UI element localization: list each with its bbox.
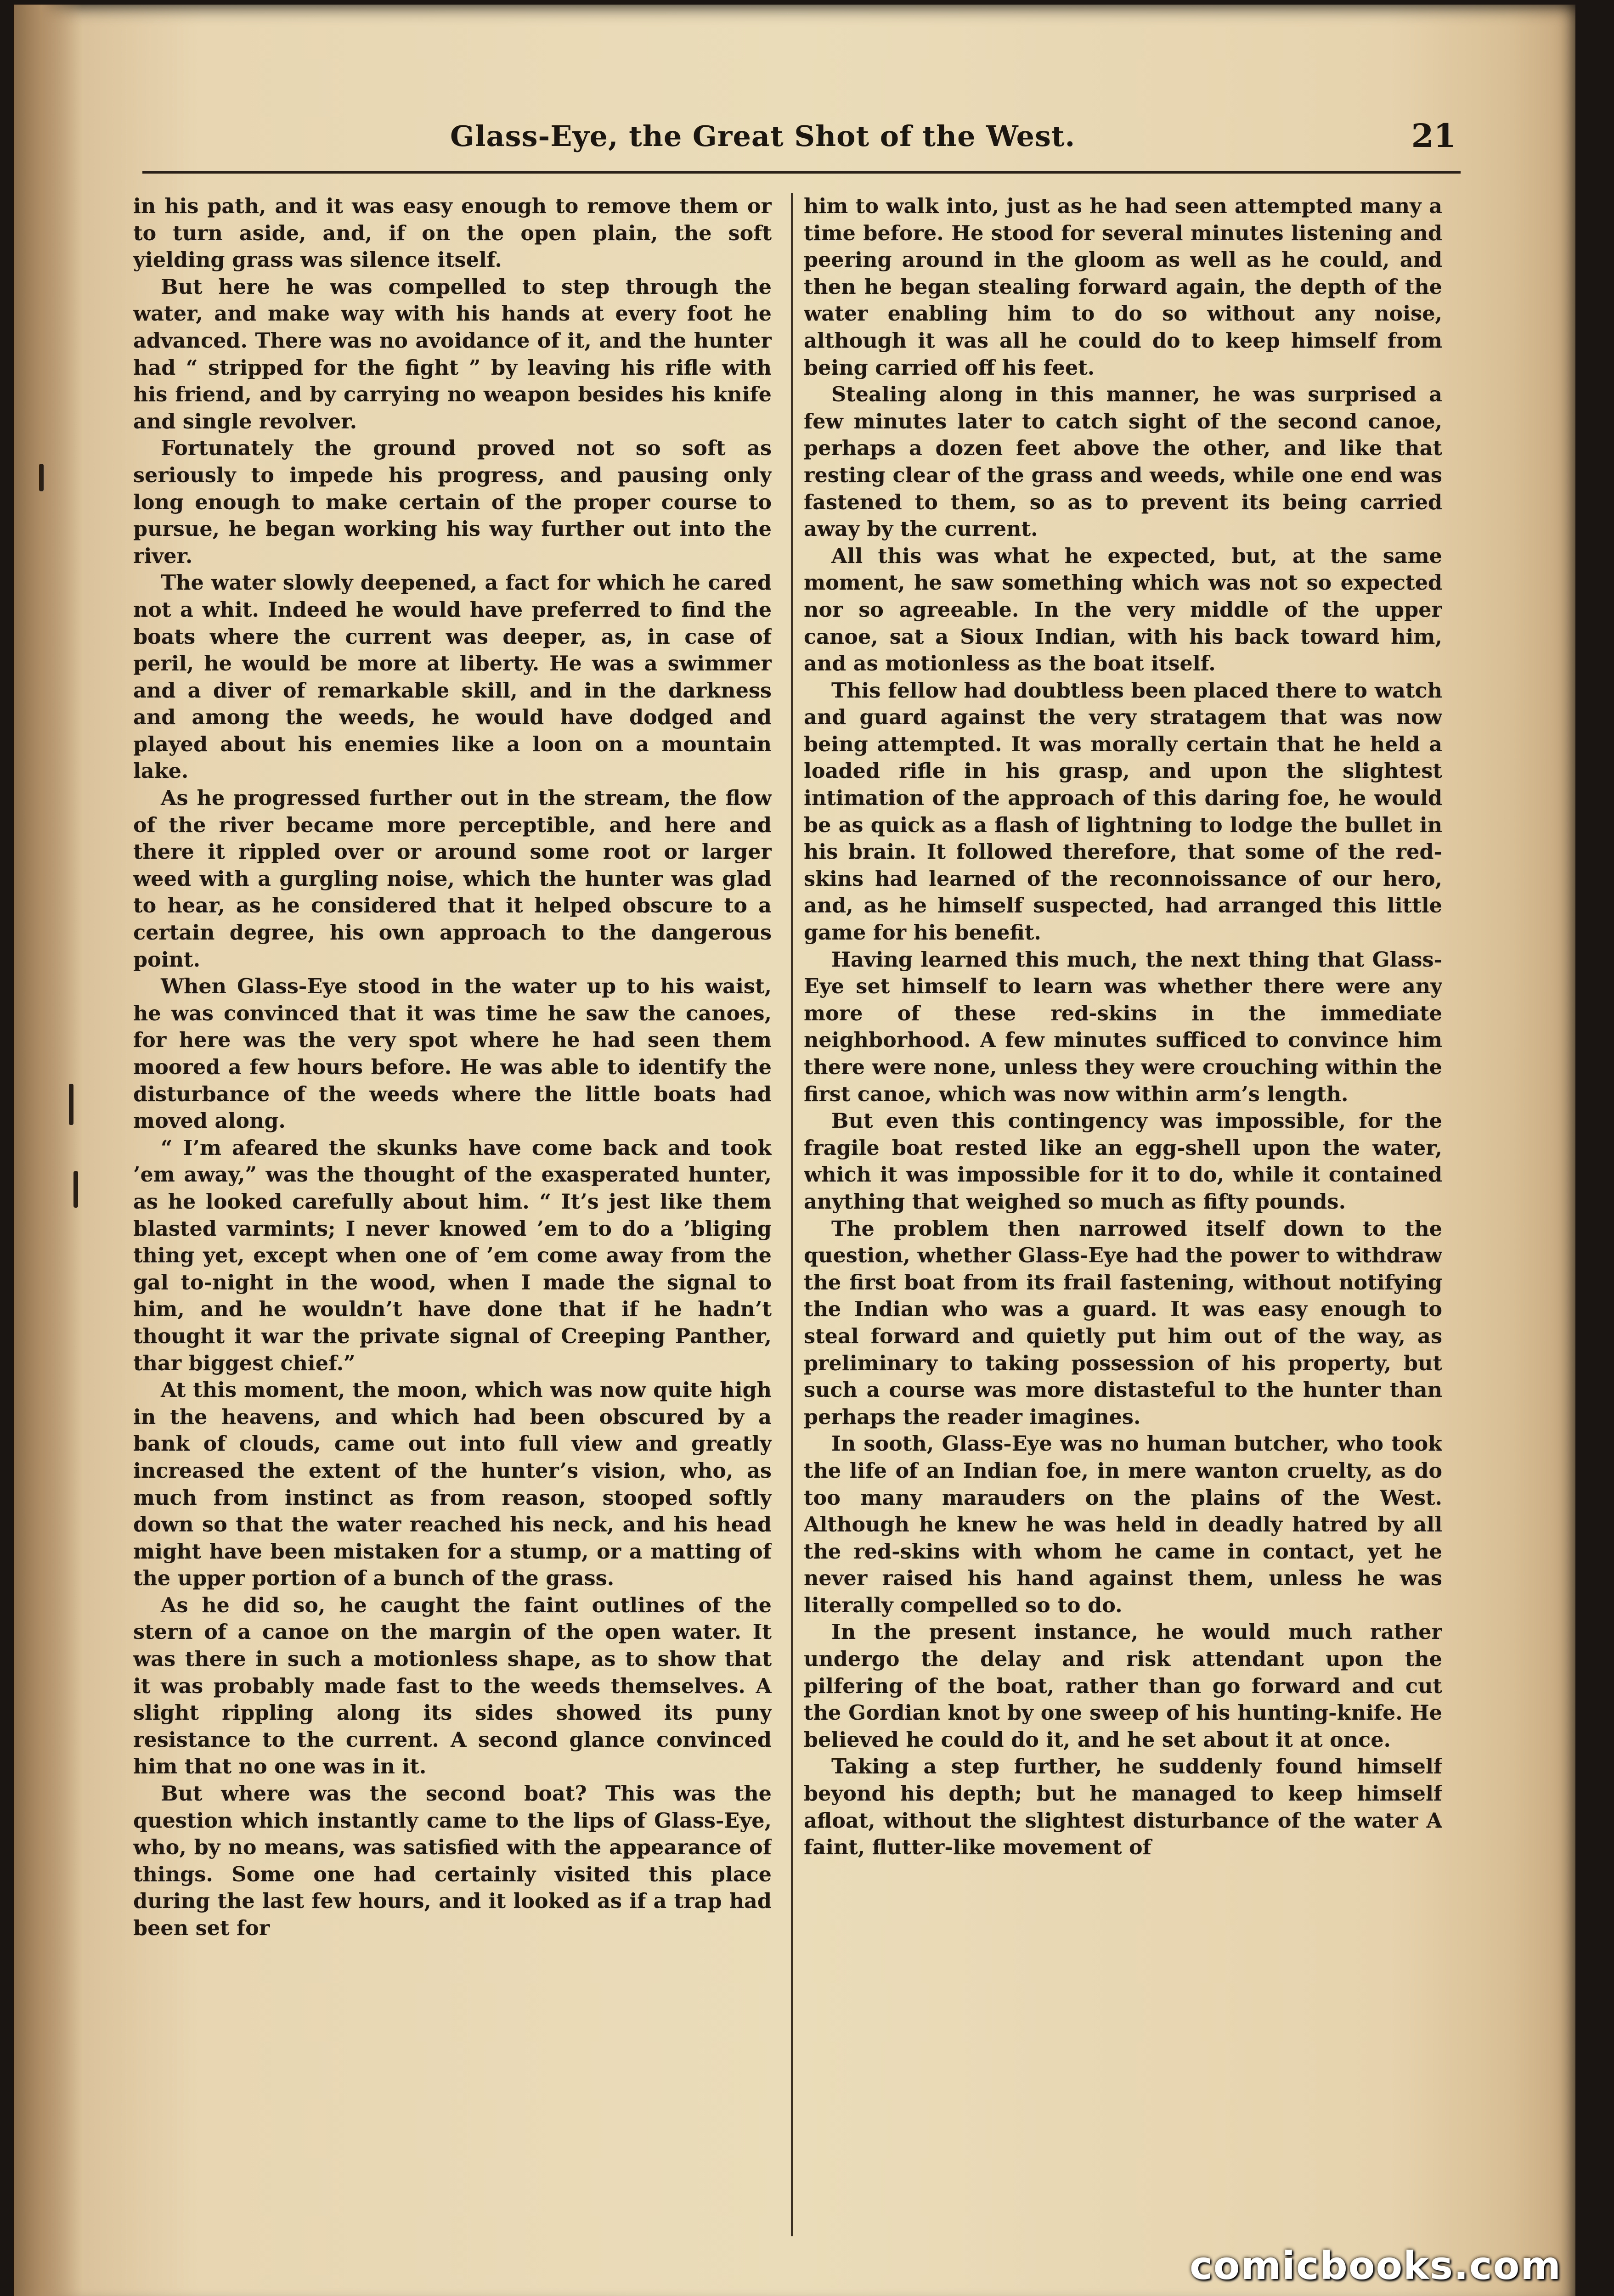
page-spine-shadow	[14, 5, 83, 2296]
paragraph: But here he was compelled to step through the water, and make way with his hands at every foot he advanced. There was no avoidance of it, and the hunter had “ stripped for the fight ” by leaving his rifle with his friend, and by carrying no weapon besides his knife and single revolver.	[133, 275, 772, 433]
header-rule	[142, 171, 1461, 174]
paragraph: “ I’m afeared the skunks have come back and took ’em away,” was the thought of the exasperated hunter, as he looked carefully about him. “ It’s jest like them blasted varmints; I never knowed ’em to do a ’bliging thing yet, except when one of ’em come away from the gal to-night in the wood, when I made the signal to him, and he wouldn’t have done that if he hadn’t thought it war the private signal of Creeping Panther, thar biggest chief.”	[133, 1136, 772, 1375]
watermark-text: comicbooks.com	[1190, 2243, 1562, 2288]
paragraph: The problem then narrowed itself down to the question, whether Glass-Eye had the power to withdraw the first boat from its frail fastening, without notifying the Indian who was a guard. It was easy enough to steal forward and quietly put him out of the way, as preliminary to taking possession of his property, but such a course was more distasteful to the hunter than perhaps the reader imagines.	[804, 1216, 1442, 1429]
magazine-page	[14, 5, 1575, 2296]
page-number: 21	[1411, 117, 1456, 155]
running-title: Glass-Eye, the Great Shot of the West.	[450, 119, 1076, 153]
paragraph: Having learned this much, the next thing that Glass-Eye set himself to learn was whether there were any more of these red-skins in the immediate neighborhood. A few minutes sufficed to convince him there were none, unless they were crouching within the first canoe, which was now within arm’s length.	[804, 947, 1442, 1106]
paragraph: As he did so, he caught the faint outlines of the stern of a canoe on the margin of the open water. It was there in such a motionless shape, as to show that it was probably made fast to the weeds themselves. A slight rippling along its sides showed its puny resistance to the current. A second glance convinced him that no one was in it.	[133, 1593, 772, 1779]
paragraph: in his path, and it was easy enough to remove them or to turn aside, and, if on the open plain, the soft yielding grass was silence itself.	[133, 194, 772, 272]
paragraph: In the present instance, he would much rather undergo the delay and risk attendant upon the pilfering of the boat, rather than go forward and cut the Gordian knot by one sweep of his hunting-knife. He believed he could do it, and he set about it at once.	[804, 1620, 1442, 1752]
paragraph: All this was what he expected, but, at the same moment, he saw something which was not so expected nor so agreeable. In the very middle of the upper canoe, sat a Sioux Indian, with his back toward him, and as motionless as the boat itself.	[804, 544, 1442, 676]
margin-ink-mark	[73, 1171, 78, 1208]
paragraph: The water slowly deepened, a fact for which he cared not a whit. Indeed he would have preferred to find the boats where the current was deeper, as, in case of peril, he would be more at liberty. He was a swimmer and a diver of remarkable skill, and in the darkness and among the weeds, he would have dodged and played about his enemies like a loon on a mountain lake.	[133, 571, 772, 783]
paragraph: When Glass-Eye stood in the water up to his waist, he was convinced that it was time he saw the canoes, for here was the very spot where he had seen them moored a few hours before. He was able to identify the disturbance of the weeds where the little boats had moved along.	[133, 974, 772, 1133]
paragraph: But where was the second boat? This was the question which instantly came to the lips of Glass-Eye, who, by no means, was satisfied with the appearance of things. Some one had certainly visited this place during the last few hours, and it looked as if a trap had been set for	[133, 1782, 772, 1940]
paragraph: In sooth, Glass-Eye was no human butcher, who took the life of an Indian foe, in mere wanton cruelty, as do too many marauders on the plains of the West. Although he knew he was held in deadly hatred by all the red-skins with whom he came in contact, yet he never raised his hand against them, unless he was literally compelled so to do.	[804, 1432, 1442, 1617]
paragraph: But even this contingency was impossible, for the fragile boat rested like an egg-shell upon the water, which it was impossible for it to do, while it contained anything that weighed so much as fifty pounds.	[804, 1109, 1442, 1214]
column-divider	[791, 193, 793, 2236]
margin-ink-mark	[39, 464, 44, 491]
right-text-column	[804, 193, 1442, 2241]
paragraph: Fortunately the ground proved not so soft as seriously to impede his progress, and pausing only long enough to make certain of the proper course to pursue, he began working his way further out into the river.	[133, 436, 772, 568]
paragraph: This fellow had doubtless been placed there to watch and guard against the very stratagem that was now being attempted. It was morally certain that he held a loaded rifle in his grasp, and upon the slightest intimation of the approach of this daring foe, he would be as quick as a flash of lightning to lodge the bullet in his brain. It followed therefore, that some of the red-skins had learned of the reconnoissance of our hero, and, as he himself suspected, had arranged this little game for his benefit.	[804, 678, 1442, 945]
page-header	[138, 110, 1470, 170]
paragraph: As he progressed further out in the stream, the flow of the river became more perceptible, and here and there it rippled over or around some root or larger weed with a gurgling noise, which the hunter was glad to hear, as he considered that it helped obscure to a certain degree, his own approach to the dangerous point.	[133, 786, 772, 972]
paragraph: Stealing along in this manner, he was surprised a few minutes later to catch sight of the second canoe, perhaps a dozen feet above the other, and like that resting clear of the grass and weeds, while one end was fastened to them, so as to prevent its being carried away by the current.	[804, 383, 1442, 541]
paragraph: Taking a step further, he suddenly found himself beyond his depth; but he managed to keep himself afloat, without the slightest disturbance of the water A faint, flutter-like movement of	[804, 1755, 1442, 1860]
margin-ink-mark	[69, 1084, 73, 1125]
paragraph: At this moment, the moon, which was now quite high in the heavens, and which had been obscured by a bank of clouds, came out into full view and greatly increased the extent of the hunter’s vision, who, as much from instinct as from reason, stooped softly down so that the water reached his neck, and his head might have been mistaken for a stump, or a matting of the upper portion of a bunch of the grass.	[133, 1378, 772, 1591]
paragraph: him to walk into, just as he had seen attempted many a time before. He stood for several minutes listening and peering around in the gloom as well as he could, and then he began stealing forward again, the depth of the water enabling him to do so without any noise, although it was all he could do to keep himself from being carried off his feet.	[804, 194, 1442, 380]
left-text-column	[133, 193, 772, 2241]
